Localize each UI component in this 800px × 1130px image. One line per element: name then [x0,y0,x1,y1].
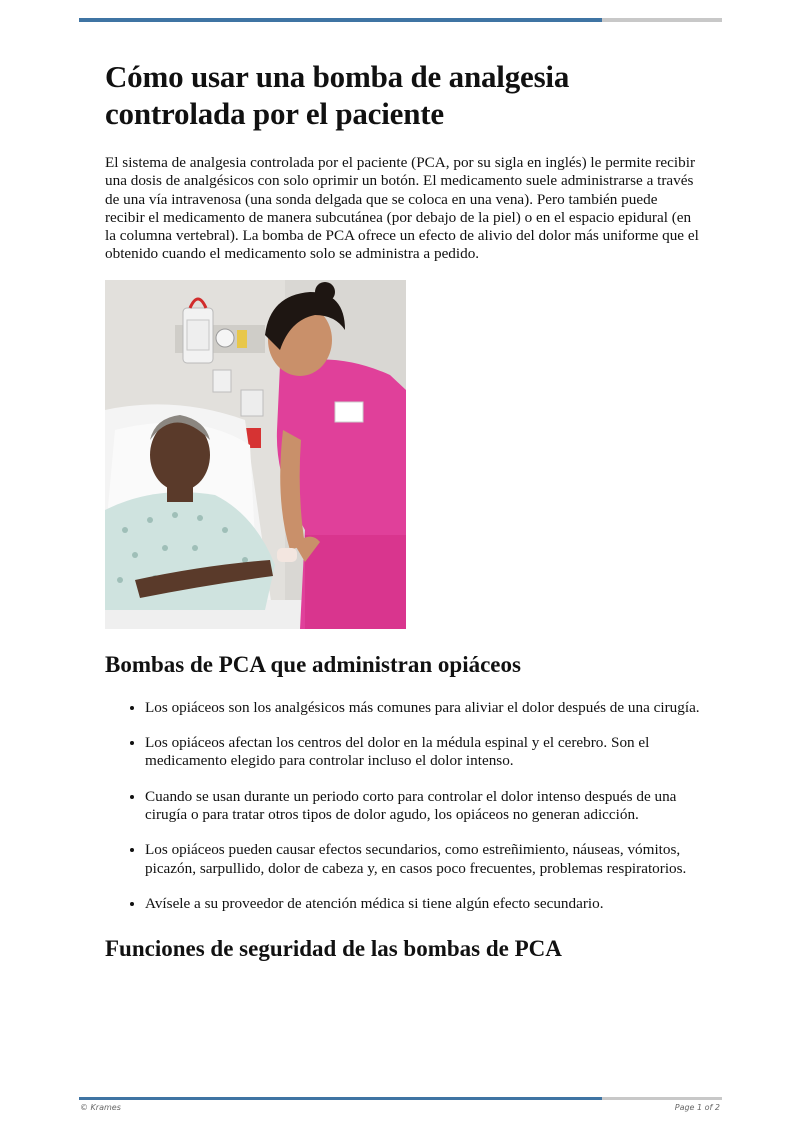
intro-paragraph: El sistema de analgesia controlada por el paciente (PCA, por su sigla en inglés) le permite recibir una dosis de analgésicos con solo oprimir un botón. El medicamento suele administrarse a través de una vía intravenosa (una sonda delgada que se coloca en una vena). Pero también puede recibir el medicamento de manera subcutánea (por debajo de la piel) o en el espacio epidural (en la columna vertebral). La bomba de PCA ofrece un efecto de alivio del dolor más uniforme que el obtenido cuando el medicamento solo se administra a pedido. [105,154,699,263]
list-item: • Los opiáceos afectan los centros del dolor en la médula espinal y el cerebro. Son el medicamento elegido para controlar incluso el dolor intenso. [145,734,700,771]
header-rule-track [602,18,722,22]
list-item: • Avísele a su proveedor de atención médica si tiene algún efecto secundario. [145,895,700,913]
list-item: • Los opiáceos pueden causar efectos secundarios, como estreñimiento, náuseas, vómitos, picazón, sarpullido, dolor de cabeza y, en casos poco frecuentes, problemas respiratorios. [145,841,700,878]
document-body [105,58,700,963]
section-heading-safety-features: Funciones de seguridad de las bombas de PCA [105,936,562,962]
footer-copyright: © Krames [80,1103,121,1112]
footer-page-number: Page 1 of 2 [674,1103,720,1112]
nurse-patient-photo [105,280,406,629]
footer-rule [79,1097,722,1100]
photo-illustration [105,280,406,629]
header-rule [79,18,722,22]
list-item: • Los opiáceos son los analgésicos más comunes para aliviar el dolor después de una cirugía. [145,699,700,717]
footer-rule-track [602,1097,722,1100]
footer-rule-accent [79,1097,602,1100]
list-item: • Cuando se usan durante un periodo corto para controlar el dolor intenso después de una cirugía o para tratar otros tipos de dolor agudo, los opiáceos no generan adicción. [145,788,700,825]
page-title: Cómo usar una bomba de analgesia controlada por el paciente [105,59,570,131]
header-rule-accent [79,18,602,22]
section-heading-opioid-pumps: Bombas de PCA que administran opiáceos [105,651,521,677]
opioid-pumps-list [105,699,700,913]
